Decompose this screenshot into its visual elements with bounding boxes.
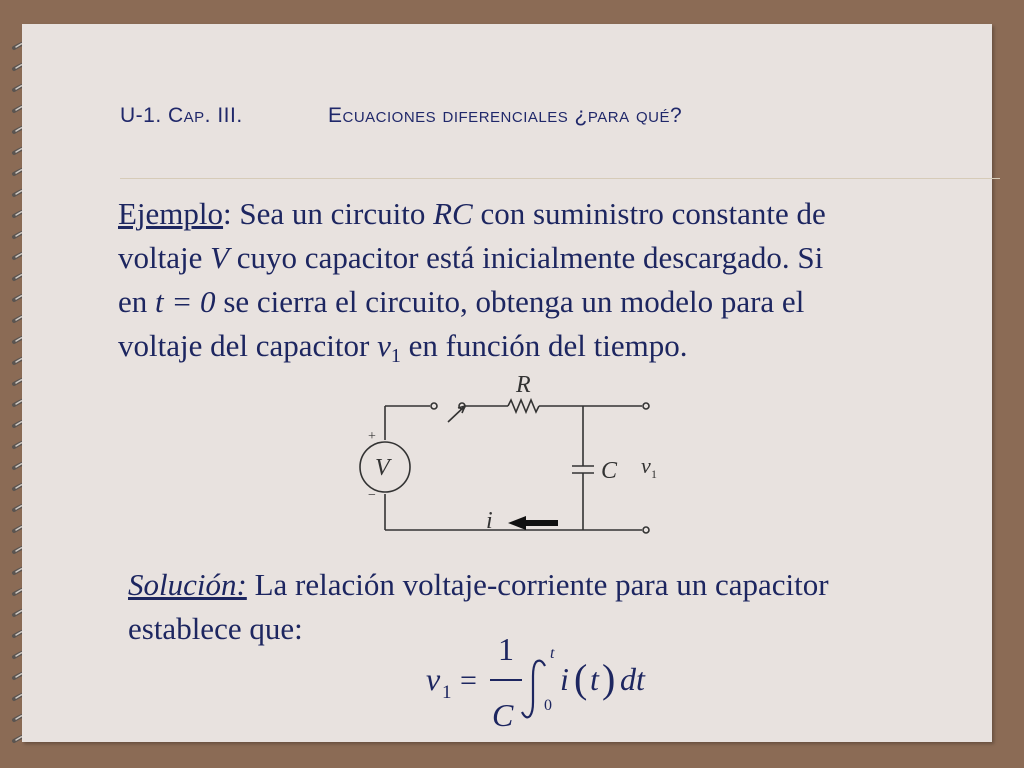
solution-text: La relación voltaje-corriente para un capacitor [246, 567, 829, 602]
output-voltage-sub: 1 [651, 467, 657, 481]
problem-text: en [118, 284, 156, 319]
rc-term: RC [433, 196, 473, 231]
capacitor-voltage-formula [420, 630, 660, 734]
resistor-label: R [516, 372, 531, 398]
problem-text: : Sea un circuito [223, 196, 434, 231]
switch-terminal [431, 403, 437, 409]
formula-rparen: ) [602, 656, 616, 701]
problem-line-2 [118, 236, 998, 280]
problem-text: voltaje del capacitor [118, 328, 378, 363]
problem-line-1 [118, 192, 998, 236]
formula-lhs: v [426, 661, 441, 697]
formula-differential: dt [620, 661, 645, 697]
formula-lower-limit: 0 [544, 697, 552, 714]
formula-equals: = [460, 664, 477, 697]
formula-numerator: 1 [498, 631, 514, 667]
time-condition: t = 0 [155, 284, 216, 319]
switch-blade [448, 406, 465, 422]
example-label: Ejemplo [118, 196, 224, 231]
formula-upper-limit: t [550, 645, 555, 662]
slide-title: Ecuaciones diferenciales ¿para qué? [328, 104, 683, 127]
integral-sign-icon [522, 661, 545, 718]
solution-label: Solución: [128, 567, 247, 602]
problem-text: se cierra el circuito, obtenga un modelo para el [215, 284, 805, 319]
solution-text: establece que: [128, 611, 303, 646]
header-divider [120, 178, 1000, 179]
formula-lparen: ( [574, 656, 588, 701]
source-label: V [375, 455, 390, 481]
voltage-var: V [210, 240, 230, 275]
problem-statement [118, 192, 998, 378]
source-plus: + [368, 429, 376, 444]
capacitor-label: C [601, 458, 618, 484]
unit-code: U-1. Cap. III. [120, 104, 243, 127]
capacitor-voltage-sub: 1 [390, 345, 401, 367]
capacitor-voltage-var: v [377, 328, 391, 363]
formula-denominator: C [492, 697, 514, 733]
current-label: i [486, 508, 493, 534]
output-voltage-label: v [641, 453, 651, 478]
problem-line-4 [118, 324, 998, 378]
problem-text: con suministro constante de [472, 196, 826, 231]
resistor [508, 400, 539, 412]
problem-line-3 [118, 280, 998, 324]
output-terminal-top [643, 403, 649, 409]
problem-text: voltaje [118, 240, 211, 275]
problem-text: cuyo capacitor está inicialmente descargado. Si [229, 240, 824, 275]
formula-integrand-var: t [590, 661, 599, 697]
problem-text: en función del tiempo. [400, 328, 688, 363]
formula-integrand-fn: i [560, 661, 569, 697]
formula-lhs-sub: 1 [442, 682, 452, 703]
source-minus: − [368, 488, 376, 503]
rc-circuit-diagram [350, 372, 670, 542]
output-terminal-bottom [643, 527, 649, 533]
solution-line-1 [128, 563, 1008, 607]
